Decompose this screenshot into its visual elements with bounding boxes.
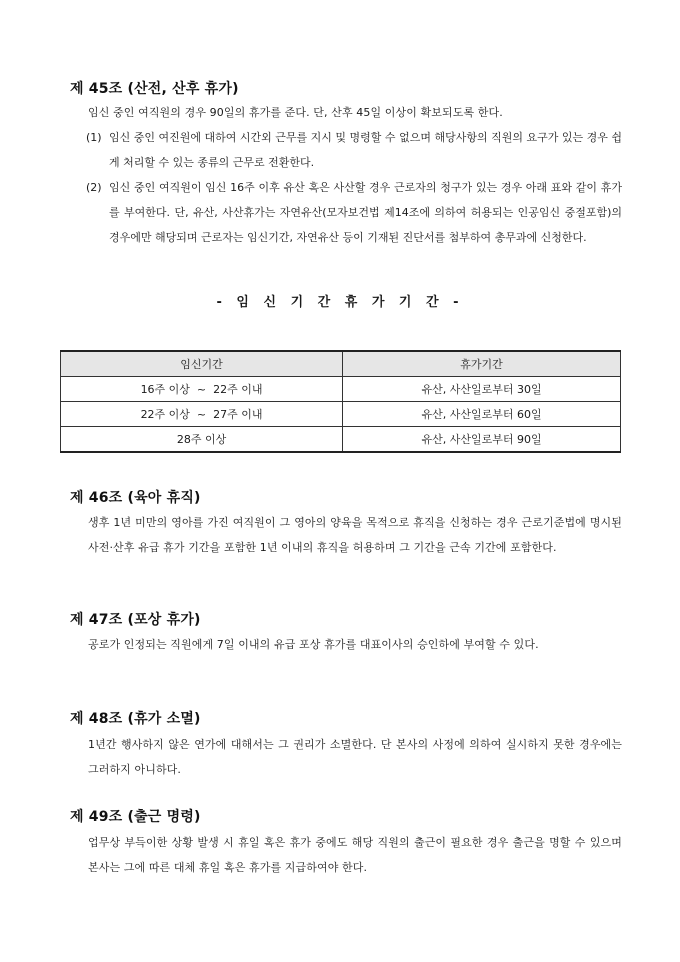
article-46-title: 제 46조 (육아 휴직) [70,490,201,506]
pregnancy-period-cell: 22주 이상 ~ 27주 이내 [61,402,343,427]
header-pregnancy-period: 임신기간 [61,351,343,377]
header-leave-period: 휴가기간 [343,351,621,377]
article-47-body: 공로가 인정되는 직원에게 7일 이내의 유급 포상 휴가를 대표이사의 승인하에 부여할 수 있다. [88,638,539,651]
pregnancy-period-cell: 28주 이상 [61,427,343,453]
article-45-body: 임신 중인 여직원의 경우 90일의 휴가를 준다. 단, 산후 45일 이상이 확보되도록 한다. [88,106,503,119]
article-48-title: 제 48조 (휴가 소멸) [70,711,201,727]
article-49-body: 업무상 부득이한 상황 발생 시 휴일 혹은 휴가 중에도 해당 직원의 출근이 필요한 경우 출근을 명할 수 있으며 본사는 그에 따른 대체 휴일 혹은 휴가를 지급하여야 한다. [88,836,622,874]
article-47-title: 제 47조 (포상 휴가) [70,612,201,628]
table-header-row [61,351,621,377]
leave-table-heading: - 임 신 기 간 휴 가 기 간 - [216,295,464,310]
article-45-item-2 [86,175,622,250]
leave-period-cell: 유산, 사산일로부터 30일 [343,377,621,402]
leave-period-cell: 유산, 사산일로부터 90일 [343,427,621,453]
item-number: (2) [86,181,102,194]
item-number: (1) [86,131,102,144]
table-row [61,427,621,453]
article-46-body: 생후 1년 미만의 영아를 가진 여직원이 그 영아의 양육을 목적으로 휴직을 신청하는 경우 근로기준법에 명시된 사전·산후 유급 휴가 기간을 포함한 1년 이내의 휴직을 허용하며 그 기간을 근속 기간에 포함한다. [88,516,622,554]
article-49-title: 제 49조 (출근 명령) [70,809,201,825]
article-48-body: 1년간 행사하지 않은 연가에 대해서는 그 권리가 소멸한다. 단 본사의 사정에 의하여 실시하지 못한 경우에는 그러하지 아니하다. [88,738,622,776]
article-45-item-1 [86,125,622,175]
leave-period-table [60,350,621,453]
leave-period-cell: 유산, 사산일로부터 60일 [343,402,621,427]
table-row [61,402,621,427]
item-text: 임신 중인 여진원에 대하여 시간외 근무를 지시 및 명령할 수 없으며 해당사항의 직원의 요구가 있는 경우 쉽게 처리할 수 있는 종류의 근무로 전환한다. [109,131,622,169]
table-row [61,377,621,402]
article-45-title: 제 45조 (산전, 산후 휴가) [70,81,239,97]
pregnancy-period-cell: 16주 이상 ~ 22주 이내 [61,377,343,402]
item-text: 임신 중인 여직원이 임신 16주 이후 유산 혹은 사산할 경우 근로자의 청구가 있는 경우 아래 표와 같이 휴가를 부여한다. 단, 유산, 사산휴가는 자연유산(모자보건법 제14조에 의하여 허용되는 인공임신 중절포함)의 경우에만 해당되며 근로자는 임신기간, 자연유산 등이 기재된 진단서를 첨부하여 총무과에 신청한다. [109,181,622,244]
